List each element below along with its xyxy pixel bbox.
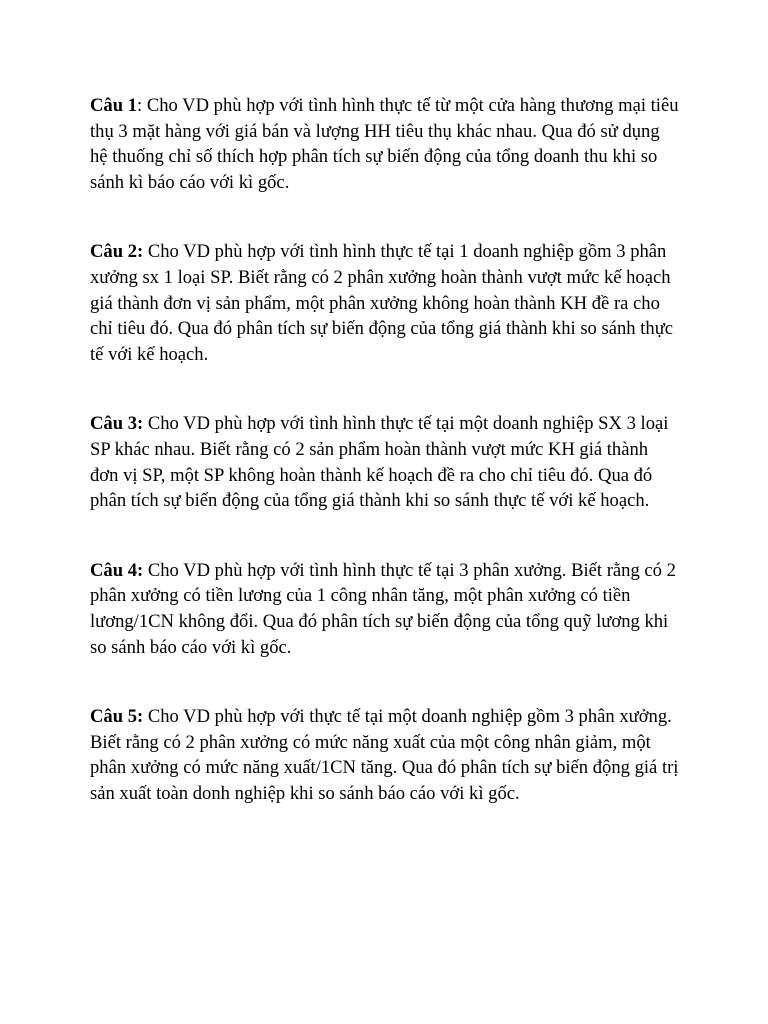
document-page [90,93,680,806]
question-1-separator: : [137,95,147,116]
question-1-text: Cho VD phù hợp với tình hình thực tế từ một cửa hàng thương mại tiêu thụ 3 mặt hàng với giá bán và lượng HH tiêu thụ khác nhau. Qua đó sử dụng hệ thuống chỉ số thích hợp phân tích sự biến động của tổng doanh thu khi so sánh kì báo cáo với kì gốc. [90,95,679,193]
question-3-text: Cho VD phù hợp với tình hình thực tế tại một doanh nghiệp SX 3 loại SP khác nhau. Biết rằng có 2 sản phẩm hoàn thành vượt mức KH giá thành đơn vị SP, một SP không hoàn thành kế hoạch đề ra cho chỉ tiêu đó. Qua đó phân tích sự biến động của tổng giá thành khi so sánh thực tế với kế hoạch. [90,413,669,512]
question-5-text: Cho VD phù hợp với thực tế tại một doanh nghiệp gồm 3 phân xưởng. Biết rằng có 2 phân xưởng có mức năng xuất của một công nhân giảm, một phân xưởng có mức năng xuất/1CN tăng. Qua đó phân tích sự biến động giá trị sản xuất toàn donh nghiệp khi so sánh báo cáo với kì gốc. [90,706,679,804]
question-2-label: Câu 2: [90,241,144,263]
question-5-label: Câu 5: [90,706,144,728]
question-3-label: Câu 3: [90,413,144,435]
question-3 [90,411,680,513]
question-1-label: Câu 1 [90,95,138,116]
question-4 [90,558,680,660]
question-4-text: Cho VD phù hợp với tình hình thực tế tại 3 phân xưởng. Biết rằng có 2 phân xưởng có tiền lương của 1 công nhân tăng, một phân xưởng có tiền lương/1CN không đổi. Qua đó phân tích sự biến động của tổng quỹ lương khi so sánh báo cáo với kì gốc. [90,559,676,658]
question-5 [90,704,680,806]
question-1 [90,93,680,195]
question-2-text: Cho VD phù hợp với tình hình thực tế tại 1 doanh nghiệp gồm 3 phân xưởng sx 1 loại SP. Biết rằng có 2 phân xưởng hoàn thành vượt mức kế hoạch giá thành đơn vị sản phẩm, một phân xưởng không hoàn thành KH đề ra cho chỉ tiêu đó. Qua đó phân tích sự biến động của tổng giá thành khi so sánh thực tế với kế hoạch. [90,241,674,365]
question-4-label: Câu 4: [90,559,144,581]
question-2 [90,239,680,367]
